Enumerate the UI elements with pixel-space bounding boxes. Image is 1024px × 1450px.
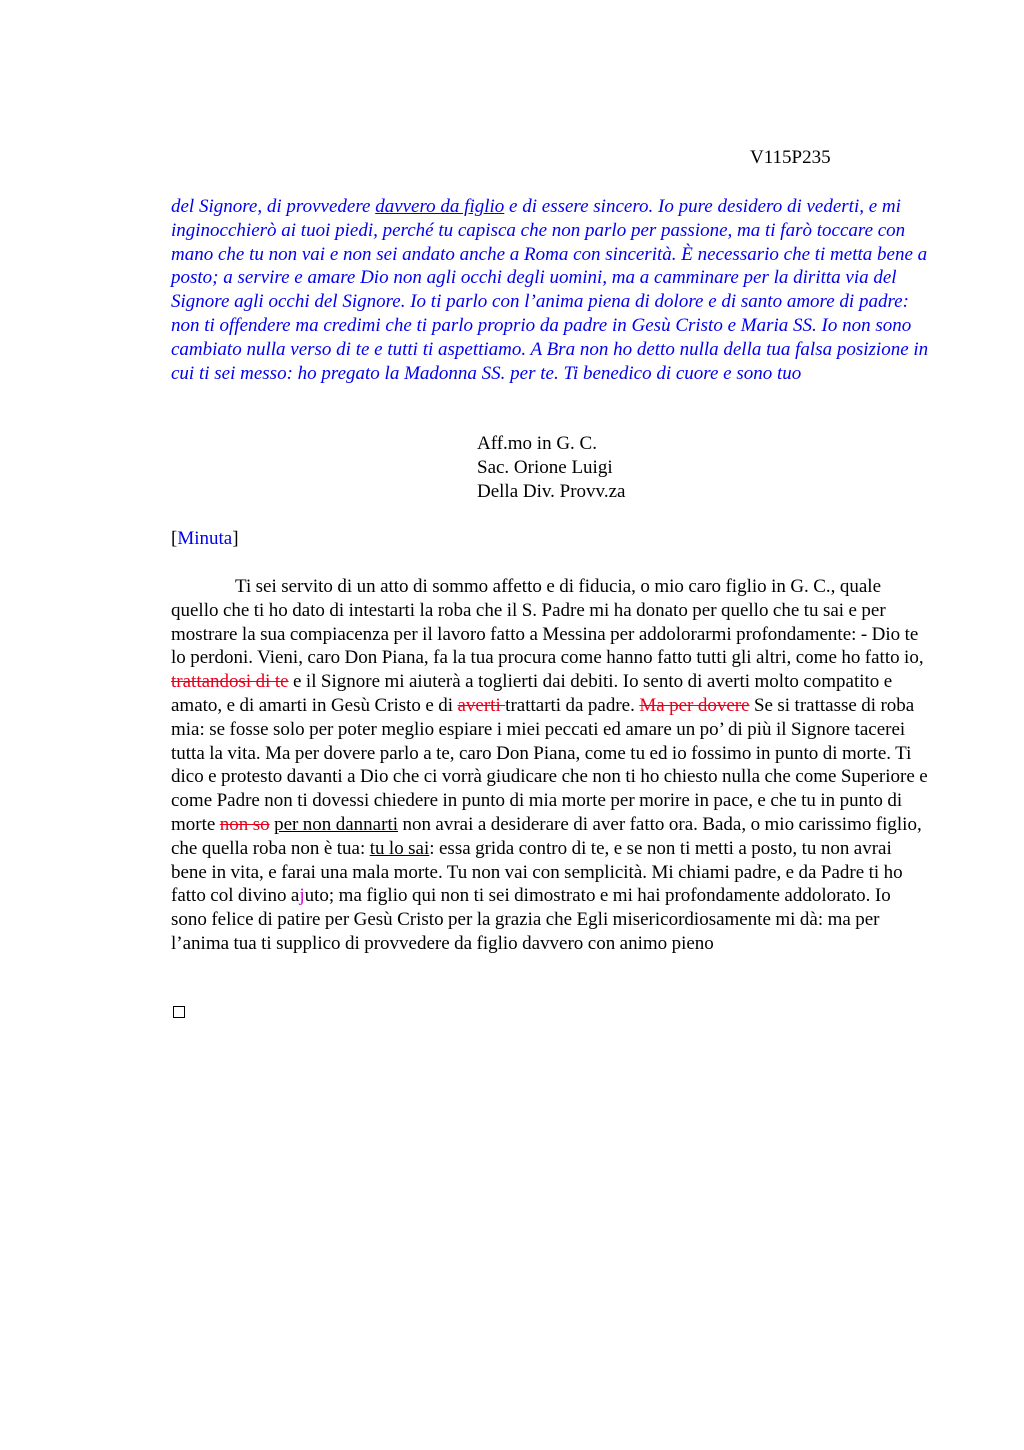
signature-block <box>477 432 625 504</box>
minuta-label: Minuta <box>177 528 233 549</box>
deleted-text: trattandosi di te <box>171 671 289 693</box>
corrected-letter: j <box>299 885 305 907</box>
signature-affiliation: Della Div. Provv.za <box>477 481 626 502</box>
page-identifier: V115P235 <box>750 147 831 168</box>
draft-paragraph <box>171 575 931 956</box>
draft-text-segment: : essa grida contro di te, e se non ti metti a posto, tu non avrai bene in vita, e farai una mala morte. Tu non vai con semplicità. Mi chiami padre, e da Padre ti ho fatto col divino a <box>171 837 903 907</box>
section-label <box>171 527 239 551</box>
draft-text-segment: Se si trattasse di roba mia: se fosse solo per poter meglio espiare i miei peccati ed amare un po’ di più il Signore tacerei tutta la vita. Ma per dovere parlo a te, caro Don Piana, come tu ed io fossimo in punto di morte. Ti dico e protesto davanti a Dio che ci vorrà giudicare che non ti ho chiesto nulla che come Superiore e come Padre non ti dovessi chiedere in punto di mia morte per morire in pace, e che tu in punto di morte <box>171 694 928 835</box>
letter-text-segment: del Signore, di provvedere <box>171 196 376 217</box>
letter-text-segment: e di essere sincero. Io pure desidero di vederti, e mi inginocchierò ai tuoi piedi, perché tu capisca che non parlo per passione, ma ti farò toccare con mano che tu non vai e non sei andato anche a Roma con sincerità. È necessario che ti metta bene a posto; a servire e amare Dio non agli occhi degli uomini, ma a camminare per la diritta via del Signore agli occhi del Signore. Io ti parlo con l’anima piena di dolore e di santo amore di padre: non ti offendere ma credimi che ti parlo proprio da padre in Gesù Cristo e Maria SS. Io non sono cambiato nulla verso di te e tutti ti aspettiamo. A Bra non ho detto nulla della tua falsa posizione in cui ti sei messo: ho pregato la Madonna SS. per te. Ti benedico di cuore e sono tuo <box>171 196 929 384</box>
signature-closing: Aff.mo in G. C. <box>477 433 597 454</box>
underlined-phrase: per non dannarti <box>274 813 399 835</box>
draft-text-segment: non avrai a desiderare di aver fatto ora. Bada, o mio carissimo figlio, che quella roba non è tua: <box>171 813 922 859</box>
draft-text-segment: e il Signore mi aiuterà a toglierti dai debiti. Io sento di averti molto compatito e amato, e di amarti in Gesù Cristo e di <box>171 671 893 716</box>
draft-text-segment: trattarti da padre. <box>505 694 640 716</box>
deleted-text: Ma per dovere <box>639 694 750 716</box>
deleted-text: averti <box>457 694 506 716</box>
bracket-close: ] <box>232 528 239 549</box>
bracket-open: [ <box>171 528 178 549</box>
deleted-text: non so <box>219 813 270 835</box>
end-of-text-box-icon <box>173 1006 185 1018</box>
draft-text-segment: uto; ma figlio qui non ti sei dimostrato e mi hai profondamente addolorato. Io sono felice di patire per Gesù Cristo per la grazia che Egli misericordiosamente mi dà: ma per l’anima tua ti supplico di provvedere da figlio davvero con animo pieno <box>171 885 891 954</box>
draft-text-segment: Ti sei servito di un atto di sommo affetto e di fiducia, o mio caro figlio in G. C., quale quello che ti ho dato di intestarti la roba che il S. Padre mi ha donato per quello che tu sai e per mostrare la sua compiacenza per il lavoro fatto a Messina per addolorarmi profondamente: - Dio te lo perdoni. Vieni, caro Don Piana, fa la tua procura come hanno fatto tutti gli altri, come ho fatto io, <box>171 576 924 669</box>
underlined-phrase: tu lo sai <box>369 837 430 859</box>
letter-body-paragraph <box>171 195 931 385</box>
signature-name: Sac. Orione Luigi <box>477 457 613 478</box>
underlined-phrase: davvero da figlio <box>375 196 505 217</box>
